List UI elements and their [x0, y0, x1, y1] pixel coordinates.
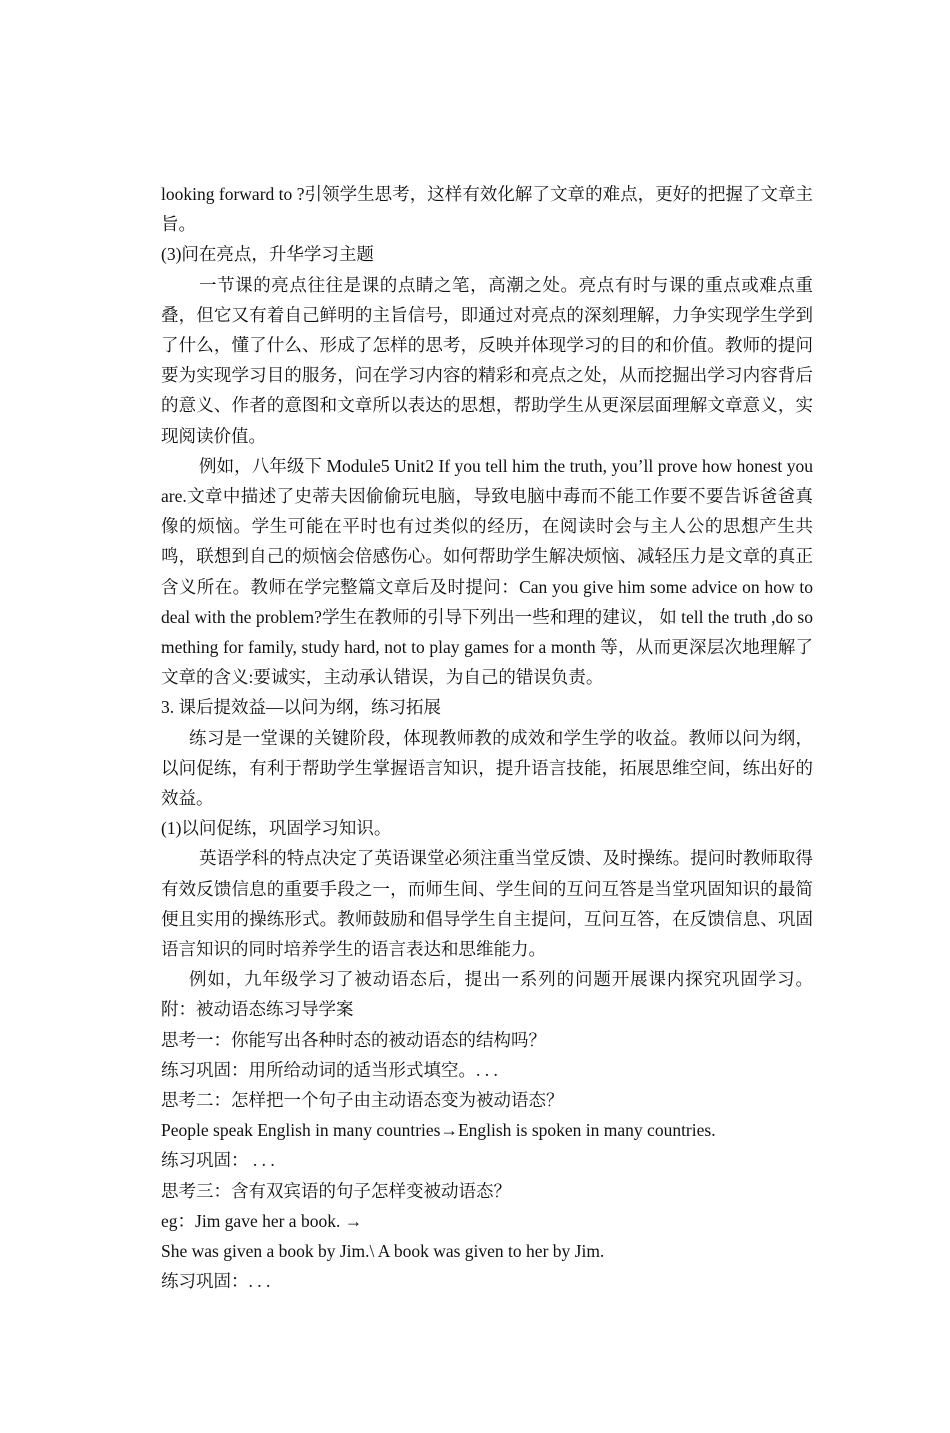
practice-one: 练习巩固：用所给动词的适当形式填空。. . .: [161, 1059, 498, 1080]
document-body: [161, 179, 813, 1296]
sentence-double-object: She was given a book by Jim.\ A book was given to her by Jim.: [161, 1240, 605, 1261]
practice-two: 练习巩固： . . .: [161, 1150, 275, 1171]
practice-three: 练习巩固：. . .: [161, 1271, 271, 1292]
paragraph-english-subject: 英语学科的特点决定了英语课堂必须注重当堂反馈、及时操练。提问时教师取得有效反馈信息的重要手段之一，而师生间、学生间的互问互答是当堂巩固知识的最简便且实用的操练形式。教师鼓励和倡导学生自主提问，互问互答，在反馈信息、巩固语言知识的同时培养学生的语言表达和思维能力。: [161, 848, 813, 960]
example-line: eg：Jim gave her a book. →: [161, 1210, 363, 1231]
heading-3: 3. 课后提效益—以问为纲，练习拓展: [161, 697, 441, 718]
paragraph-intro: looking forward to ?引领学生思考，这样有效化解了文章的难点，更好的把握了文章主旨。: [161, 184, 813, 235]
think-three: 思考三：含有双宾语的句子怎样变被动语态？: [161, 1180, 511, 1201]
paragraph-practice: 练习是一堂课的关键阶段，体现教师教的成效和学生学的收益。教师以问为纲，以问促练，有利于帮助学生掌握语言知识，提升语言技能，拓展思维空间，练出好的效益。: [161, 727, 813, 809]
think-one: 思考一：你能写出各种时态的被动语态的结构吗？: [161, 1029, 546, 1050]
paragraph-highlight: 一节课的亮点往往是课的点睛之笔，高潮之处。亮点有时与课的重点或难点重叠，但它又有着自己鲜明的主旨信号，即通过对亮点的深刻理解，力争实现学生学到了什么，懂了什么、形成了怎样的思考，反映并体现学习的目的和价值。教师的提问要为实现学习目的服务，问在学习内容的精彩和亮点之处，从而挖掘出学习内容背后的意义、作者的意图和文章所以表达的思想，帮助学生从更深层面理解文章意义，实现阅读价值。: [161, 274, 813, 446]
paragraph-example-passive: 例如，九年级学习了被动语态后，提出一系列的问题开展课内探究巩固学习。附：被动语态练习导学案: [161, 969, 813, 1020]
heading-3-1: (1)以问促练，巩固学习知识。: [161, 818, 392, 839]
heading-3-3: (3)问在亮点，升华学习主题: [161, 244, 374, 265]
think-two: 思考二：怎样把一个句子由主动语态变为被动语态？: [161, 1090, 564, 1111]
sentence-active-passive: People speak English in many countries→English is spoken in many countries.: [161, 1120, 716, 1141]
paragraph-example-module5: 例如，八年级下 Module5 Unit2 If you tell him the truth, you’ll prove how honest you are.文章中描述了史蒂夫因偷偷玩电脑，导致电脑中毒而不能工作要不要告诉爸爸真像的烦恼。学生可能在平时也有过类似的经历，在阅读时会与主人公的思想产生共鸣，联想到自己的烦恼会倍感伤心。如何帮助学生解决烦恼、减轻压力是文章的真正含义所在。教师在学完整篇文章后及时提问：Can you give him some advice on how to deal with the problem?学生在教师的引导下列出一些和理的建议， 如 tell the truth ,do something for family, study hard, not to play games for a month 等，从而更深层次地理解了文章的含义:要诚实，主动承认错误，为自己的错误负责。: [161, 455, 813, 688]
